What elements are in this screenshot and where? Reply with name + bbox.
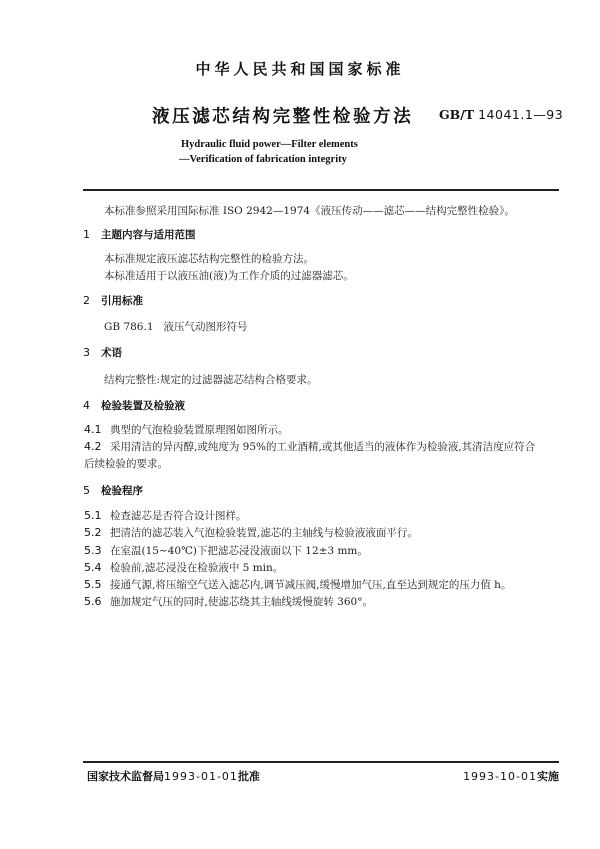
item-5-6 [84, 594, 373, 609]
item-5-3 [84, 543, 368, 558]
standard-prefix: GB/T [439, 107, 475, 122]
document-title-en-line1: Hydraulic fluid power—Filter elements [181, 139, 358, 150]
standard-number: 14041.1—93 [478, 107, 564, 122]
item-text: 检查滤芯是否符合设计图样。 [110, 510, 247, 522]
approval-label: 批准 [237, 770, 260, 783]
item-4-2-continuation: 后续检验的要求。 [84, 458, 168, 470]
section-1-paragraph-1: 本标准规定液压滤芯结构完整性的检验方法。 [104, 253, 314, 265]
section-number: 1 [83, 228, 90, 241]
section-4-heading [83, 398, 185, 413]
approval-date: 1993-01-01 [164, 770, 238, 783]
section-title: 术语 [101, 347, 122, 359]
section-1-paragraph-2: 本标准适用于以液压油(液)为工作介质的过滤器滤芯。 [104, 270, 354, 282]
effective-date: 1993-10-01 [463, 770, 537, 783]
approval-org: 国家技术监督局 [87, 770, 164, 783]
item-text: 典型的气泡检验装置原理图如图所示。 [110, 424, 289, 436]
item-text: 施加规定气压的同时,使滤芯绕其主轴线缓慢旋转 360°。 [110, 596, 373, 608]
document-title-cn: 液压滤芯结构完整性检验方法 [152, 107, 414, 127]
item-number: 4.2 [84, 440, 102, 453]
national-standard-header: 中华人民共和国国家标准 [195, 60, 405, 78]
reference-name: 液压气动图形符号 [163, 321, 248, 333]
item-5-1 [84, 508, 247, 523]
section-number: 3 [83, 346, 90, 359]
item-number: 5.2 [84, 526, 102, 539]
section-title: 主题内容与适用范围 [101, 229, 196, 241]
item-text: 采用清洁的异丙醇,或纯度为 95%的工业酒精,或其他适当的液体作为检验液,其清洁度应符合 [110, 441, 536, 453]
intro-paragraph: 本标准参照采用国际标准 ISO 2942—1974《液压传动——滤芯——结构完整性检验》。 [104, 205, 515, 217]
section-1-heading [83, 227, 196, 242]
section-number: 2 [83, 294, 90, 307]
section-number: 5 [83, 484, 90, 497]
section-3-paragraph-1: 结构完整性:规定的过滤器滤芯结构合格要求。 [104, 374, 318, 386]
item-5-4 [84, 560, 283, 575]
reference-item [104, 319, 248, 334]
item-4-2 [84, 439, 535, 454]
section-2-heading [83, 293, 143, 308]
item-text: 接通气源,将压缩空气送入滤芯内,调节减压阀,缓慢增加气压,直至达到规定的压力值 h。 [110, 579, 512, 591]
section-5-heading [83, 483, 143, 498]
item-number: 5.5 [84, 578, 102, 591]
header-divider [83, 189, 559, 191]
item-text: 在室温(15~40℃)下把滤芯浸没液面以下 12±3 mm。 [110, 545, 368, 557]
section-number: 4 [83, 399, 90, 412]
item-number: 5.1 [84, 509, 102, 522]
standard-code [439, 107, 563, 122]
item-5-2 [84, 525, 418, 540]
item-5-5 [84, 577, 511, 592]
section-3-heading [83, 345, 122, 360]
effective-info [463, 768, 559, 784]
item-text: 检验前,滤芯浸没在检验液中 5 min。 [110, 562, 284, 574]
item-number: 5.4 [84, 561, 102, 574]
section-title: 引用标准 [101, 295, 143, 307]
document-title-en-line2: —Verification of fabrication integrity [179, 154, 347, 165]
item-text: 把清洁的滤芯装入气泡检验装置,滤芯的主轴线与检验液液面平行。 [110, 527, 418, 539]
item-4-1 [84, 422, 289, 437]
section-title: 检验装置及检验液 [101, 400, 185, 412]
item-number: 4.1 [84, 423, 102, 436]
reference-code: GB 786.1 [104, 321, 154, 333]
item-number: 5.3 [84, 544, 102, 557]
approval-info [87, 768, 260, 784]
footer-divider [83, 761, 559, 763]
section-title: 检验程序 [101, 485, 143, 497]
effective-label: 实施 [537, 770, 559, 783]
item-number: 5.6 [84, 595, 102, 608]
